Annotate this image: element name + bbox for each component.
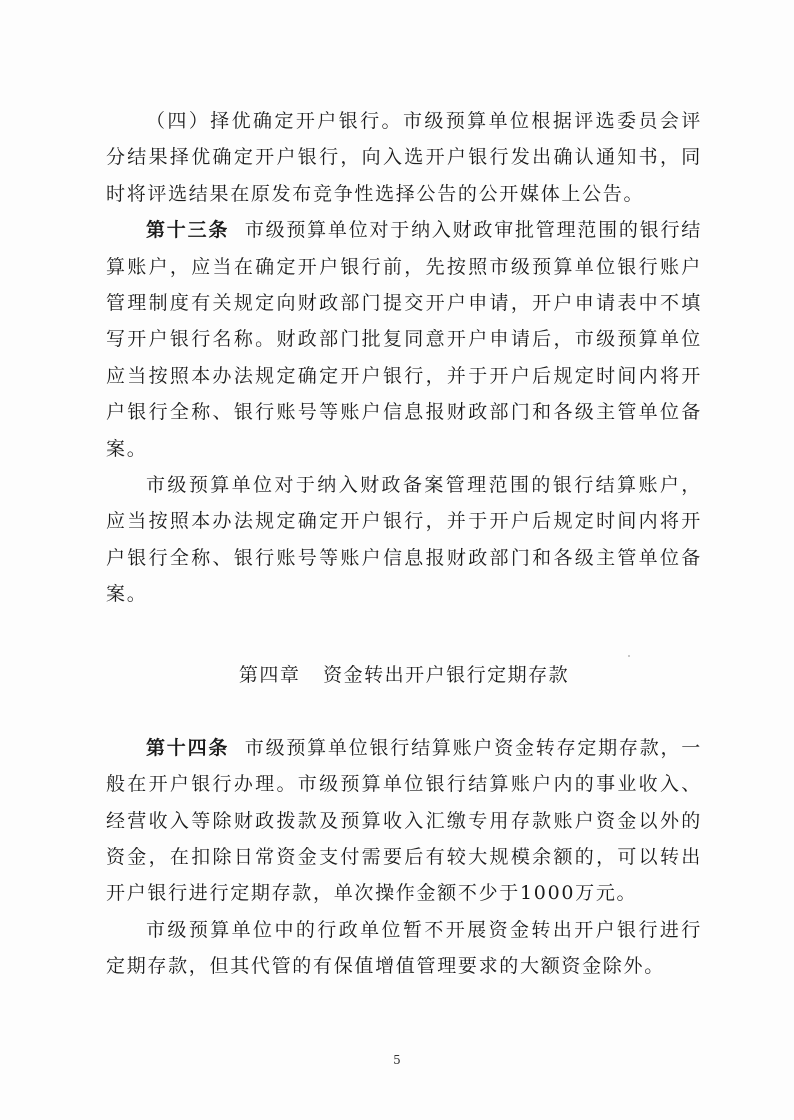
- chapter-title: 资金转出开户银行定期存款: [323, 663, 570, 686]
- page-number: 5: [393, 1053, 401, 1067]
- paragraph-item-4: （四）择优确定开户银行。市级预算单位根据评选委员会评分结果择优确定开户银行，向入选开户银行发出确认通知书，同时将评选结果在原发布竞争性选择公告的公开媒体上公告。: [106, 110, 702, 205]
- article-13-heading: 第十三条: [146, 219, 230, 242]
- article-14-paragraph-2: 市级预算单位中的行政单位暂不开展资金转出开户银行进行定期存款，但其代管的有保值增值管理要求的大额资金除外。: [106, 918, 702, 978]
- article-14-heading: 第十四条: [146, 736, 230, 759]
- article-13-text: 市级预算单位对于纳入财政审批管理范围的银行结算账户，应当在确定开户银行前，先按照市级预算单位银行账户管理制度有关规定向财政部门提交开户申请，开户申请表中不填写开户银行名称。财政部门批复同意开户申请后，市级预算单位应当按照本办法规定确定开户银行，并于开户后规定时间内将开户银行全称、银行账号等账户信息报财政部门和各级主管单位备案。: [106, 219, 702, 460]
- chapter-number: 第四章: [238, 663, 301, 686]
- chapter-heading: [106, 660, 702, 690]
- scan-speck: [628, 655, 630, 657]
- article-13-paragraph-2: 市级预算单位对于纳入财政备案管理范围的银行结算账户，应当按照本办法规定确定开户银行，并于开户后规定时间内将开户银行全称、银行账号等账户信息报财政部门和各级主管单位备案。: [106, 474, 702, 606]
- article-14: [106, 730, 702, 912]
- article-13: [106, 212, 702, 467]
- document-body: [106, 103, 702, 985]
- article-14-text: 市级预算单位银行结算账户资金转存定期存款，一般在开户银行办理。市级预算单位银行结算账户内的事业收入、经营收入等除财政拨款及预算收入汇缴专用存款账户资金以外的资金，在扣除日常资金支付需要后有较大规模余额的，可以转出开户银行进行定期存款，单次操作金额不少于1000万元。: [106, 736, 702, 905]
